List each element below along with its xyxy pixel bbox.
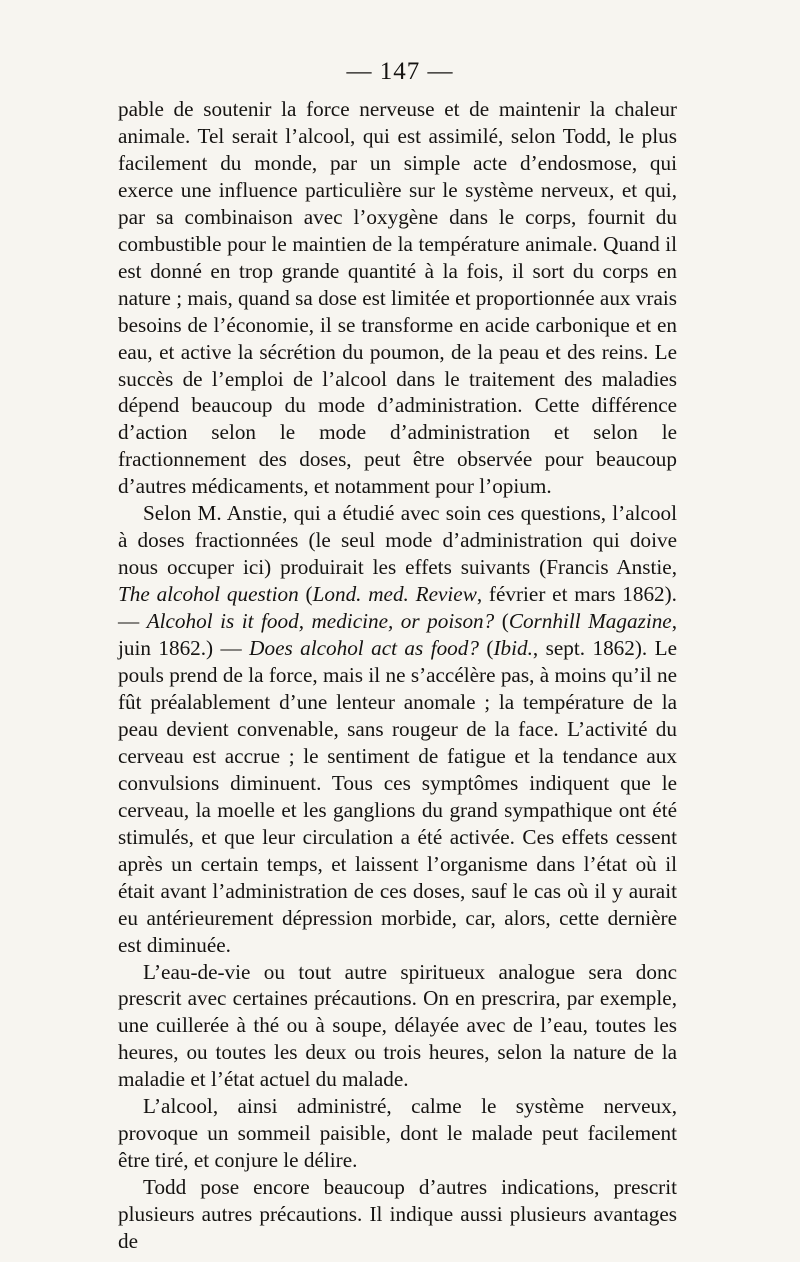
body-text	[118, 96, 677, 1255]
text-run: (	[298, 582, 313, 607]
text-run: , février et mars 1862). —	[118, 582, 677, 634]
text-run: Todd pose encore beaucoup d’autres indications, prescrit plusieurs autres précautions. Il indique aussi plusieurs avantages de	[118, 1175, 677, 1254]
italic-citation: Alcohol is it food, medicine, or poison?	[146, 609, 495, 634]
text-run: L’eau-de-vie ou tout autre spiritueux analogue sera donc prescrit avec certaines précautions. On en prescrira, par exemple, une cuillerée à thé ou à soupe, délayée avec de l’eau, toutes les heures, ou toutes les deux ou trois heures, selon la nature de la maladie et l’état actuel du malade.	[118, 959, 677, 1092]
paragraph	[118, 1174, 677, 1255]
text-run: pable de soutenir la force nerveuse et de maintenir la chaleur animale. Tel serait l’alcool, qui est assimilé, selon Todd, le plus facilement du monde, par un simple acte d’endosmose, qui exerce une influence particulière sur le système nerveux, et qui, par sa combinaison avec l’oxygène dans le corps, fournit du combustible pour le maintien de la température animale. Quand il est donné en trop grande quantité à la fois, il sort du corps en nature ; mais, quand sa dose est limitée et proportionnée aux vrais besoins de l’économie, il se transforme en acide carbonique et en eau, et active la sécrétion du poumon, de la peau et des reins. Le succès de l’emploi de l’alcool dans le traitement des maladies dépend beaucoup du mode d’administration. Cette différence d’action selon le mode d’administration et selon le fractionnement des doses, peut être observée pour beaucoup d’autres médicaments, et notamment pour l’opium.	[118, 97, 677, 499]
page-number: — 147 —	[346, 58, 454, 85]
italic-citation: Lond. med. Review	[312, 582, 477, 607]
paragraph	[118, 500, 677, 958]
text-run: (	[494, 609, 509, 634]
paragraph	[118, 1093, 677, 1174]
italic-citation: The alcohol question	[118, 582, 299, 607]
italic-citation: Ibid.	[493, 636, 533, 661]
text-run: L’alcool, ainsi administré, calme le système nerveux, provoque un sommeil paisible, dont le malade peut facilement être tiré, et conjure le délire.	[118, 1094, 677, 1173]
paragraph	[118, 96, 677, 500]
paragraph	[118, 959, 677, 1094]
italic-citation: Cornhill Magazine	[508, 609, 672, 634]
text-run: (	[478, 636, 494, 661]
text-run: Selon M. Anstie, qui a étudié avec soin ces questions, l’alcool à doses fractionnées (le seul mode d’administration qui doive nous occuper ici) produirait les effets suivants (Francis Anstie,	[118, 501, 677, 580]
text-run: , sept. 1862). Le pouls prend de la force, mais il ne s’accélère pas, à moins qu’il ne fût préalablement d’une lenteur anomale ; la température de la peau devient convenable, sans rougeur de la face. L’activité du cerveau est accrue ; le sentiment de fatigue et la tendance aux convulsions diminuent. Tous ces symptômes indiquent que le cerveau, la moelle et les ganglions du grand sympathique ont été stimulés, et que leur circulation a été activée. Ces effets cessent après un certain temps, et laissent l’organisme dans l’état où il était avant l’administration de ces doses, sauf le cas où il y aurait eu antérieurement dépression morbide, car, alors, cette dernière est diminuée.	[118, 636, 677, 957]
text-run: , juin 1862.) —	[118, 609, 678, 661]
italic-citation: Does alcohol act as food?	[249, 636, 479, 661]
